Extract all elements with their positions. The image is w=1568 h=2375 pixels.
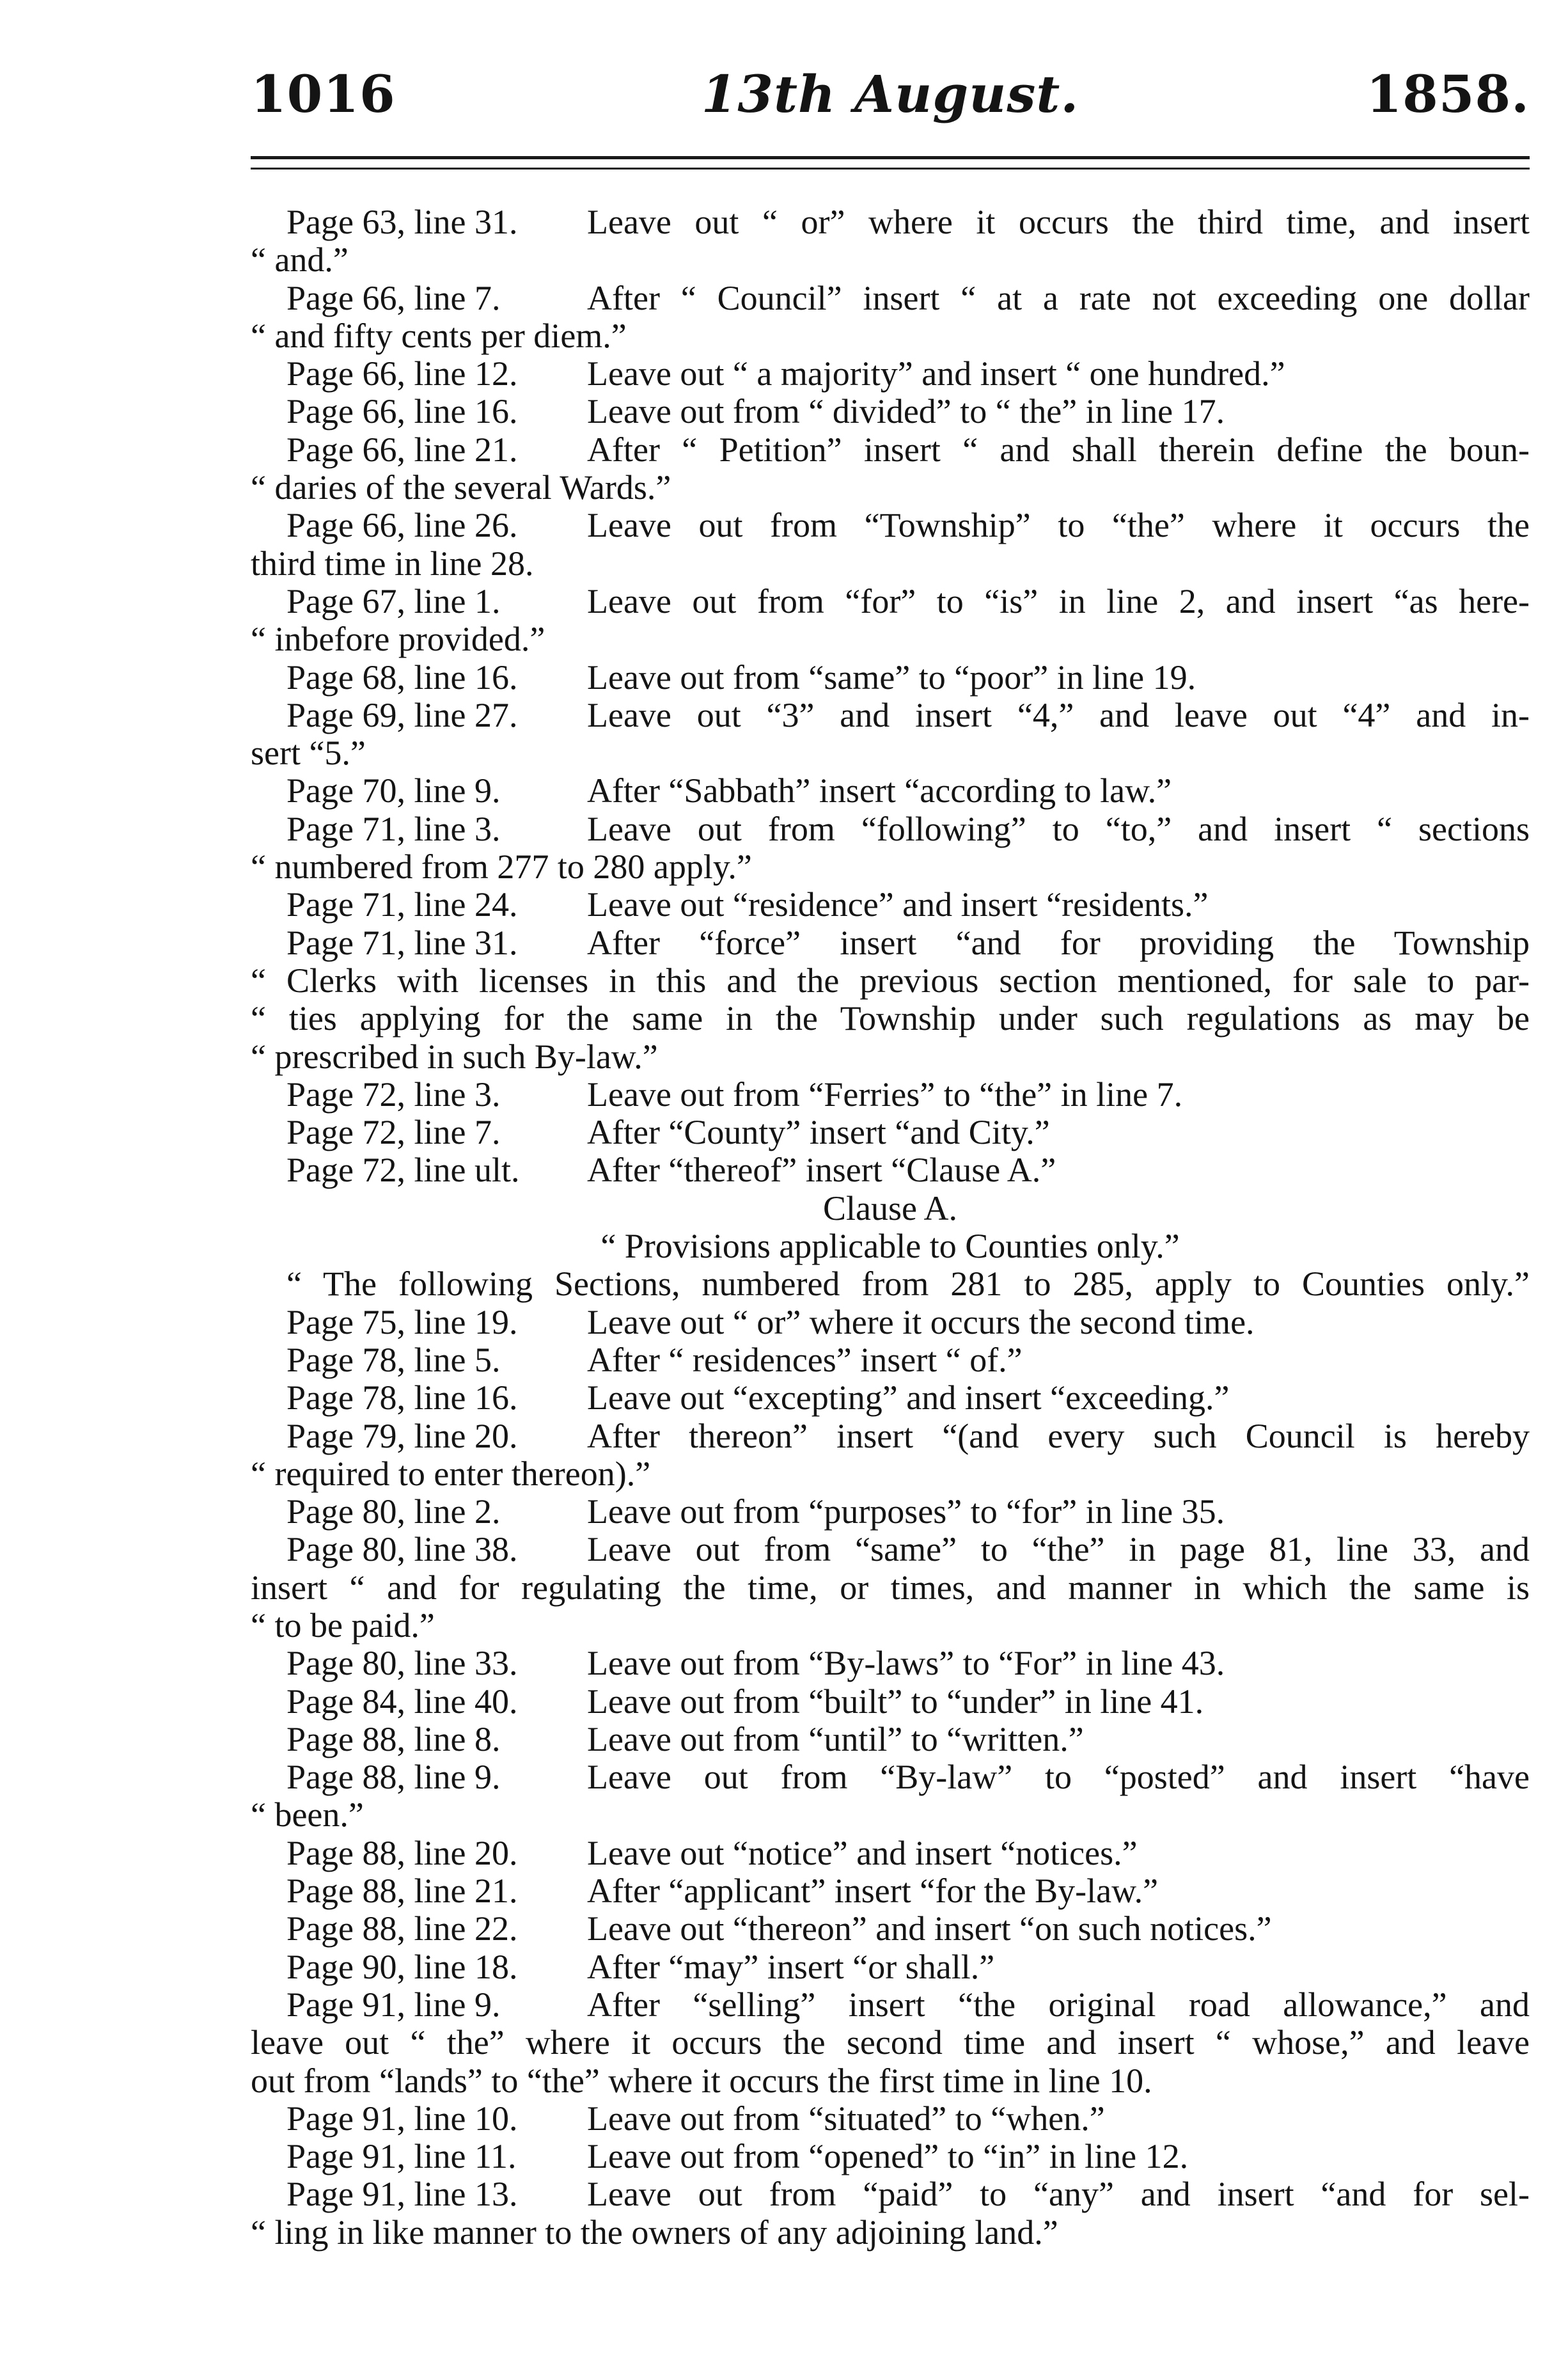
amendment-text: After “ residences” insert “ of.”: [587, 1341, 1023, 1379]
amendment-entry: [251, 1304, 1530, 1341]
amendment-entry: [251, 1721, 1530, 1758]
amendment-text-continuation: “ numbered from 277 to 280 apply.”: [251, 848, 752, 887]
header-date: 13th August.: [701, 64, 1079, 124]
amendment-entry: [251, 924, 1530, 962]
page-line-reference: Page 91, line 11.: [286, 2137, 517, 2176]
amendment-text-continuation: “ daries of the several Wards.”: [251, 469, 671, 507]
page-line-reference: Page 80, line 2.: [286, 1492, 501, 1531]
amendment-entry: [251, 1493, 1530, 1531]
amendment-text: After “may” insert “or shall.”: [587, 1948, 995, 1986]
amendment-text: Leave out “excepting” and insert “exceeding.”: [587, 1379, 1230, 1417]
amendment-entry: [251, 280, 1530, 317]
amendment-entry: [251, 431, 1530, 469]
amendment-text-continuation: out from “lands” to “the” where it occurs the first time in line 10.: [251, 2062, 1152, 2100]
amendment-text-continuation: “ inbefore provided.”: [251, 620, 545, 659]
amendment-text: Leave out from “purposes” to “for” in line 35.: [587, 1493, 1225, 1531]
page-line-reference: Page 90, line 18.: [286, 1947, 518, 1986]
page-line-reference: Page 66, line 7.: [286, 278, 501, 317]
amendment-text: Leave out from “until” to “written.”: [587, 1720, 1084, 1758]
amendment-entry: [251, 886, 1530, 924]
amendment-text-continuation: leave out “ the” where it occurs the second time and insert “ whose,” and leave: [251, 2024, 1530, 2062]
amendment-entry: [251, 583, 1530, 620]
page-line-reference: Page 84, line 40.: [286, 1682, 518, 1721]
page-line-reference: Page 66, line 16.: [286, 392, 518, 431]
amendment-text-continuation: “ and.”: [251, 241, 349, 280]
amendment-text: After “ Council” insert “ at a rate not exceeding one dollar: [587, 279, 1530, 317]
amendment-text-continuation: “ to be paid.”: [251, 1606, 435, 1645]
amendment-text: Leave out “residence” and insert “residents.”: [587, 886, 1209, 924]
amendment-text: Leave out from “By-laws” to “For” in line 43.: [587, 1645, 1225, 1683]
page-line-reference: Page 80, line 33.: [286, 1644, 518, 1683]
amendment-text: Leave out from “following” to “to,” and insert “ sections: [587, 810, 1530, 848]
page-line-reference: Page 75, line 19.: [286, 1302, 518, 1341]
amendments-body: [251, 203, 1530, 2252]
amendment-text: After “Sabbath” insert “according to law.”: [587, 772, 1172, 810]
clause-text: “ The following Sections, numbered from 281 to 285, apply to Counties only.”: [286, 1265, 1530, 1304]
amendment-entry: [251, 1076, 1530, 1114]
header-rule-thick: [251, 156, 1530, 159]
page-line-reference: Page 69, line 27.: [286, 695, 518, 734]
amendment-text: After thereon” insert “(and every such Council is hereby: [587, 1417, 1530, 1455]
amendment-entry: [251, 772, 1530, 810]
amendment-text: Leave out from “same” to “the” in page 81, line 33, and: [587, 1531, 1530, 1569]
amendment-text-continuation: “ been.”: [251, 1796, 364, 1835]
amendment-entry: [251, 697, 1530, 734]
amendment-entry: [251, 1910, 1530, 1948]
amendment-text: After “force” insert “and for providing the Township: [587, 924, 1530, 962]
amendment-entry: [251, 203, 1530, 241]
amendment-entry: [251, 1645, 1530, 1682]
amendment-text: Leave out from “Township” to “the” where it occurs the: [587, 507, 1530, 545]
amendment-entry: [251, 1758, 1530, 1796]
clause-subtitle: “ Provisions applicable to Counties only.”: [600, 1227, 1180, 1266]
amendment-entry: [251, 1151, 1530, 1189]
page-line-reference: Page 66, line 21.: [286, 430, 518, 469]
page-line-reference: Page 71, line 31.: [286, 923, 518, 962]
amendment-text: Leave out from “for” to “is” in line 2, and insert “as here-: [587, 582, 1530, 620]
page-line-reference: Page 78, line 16.: [286, 1378, 518, 1417]
amendment-entry: [251, 810, 1530, 848]
amendment-entry: [251, 1341, 1530, 1379]
amendment-text: Leave out from “ divided” to “ the” in line 17.: [587, 393, 1225, 431]
page-line-reference: Page 88, line 20.: [286, 1833, 518, 1872]
amendment-entry: [251, 2138, 1530, 2175]
amendment-text: Leave out “ or” where it occurs the second time.: [587, 1303, 1255, 1341]
amendment-entry: [251, 1872, 1530, 1910]
amendment-text: After “thereof” insert “Clause A.”: [587, 1151, 1056, 1190]
amendment-entry: [251, 1948, 1530, 1986]
page-line-reference: Page 71, line 3.: [286, 809, 501, 848]
page-line-reference: Page 70, line 9.: [286, 771, 501, 810]
page-line-reference: Page 88, line 22.: [286, 1909, 518, 1948]
amendment-text: Leave out “notice” and insert “notices.”: [587, 1834, 1138, 1872]
amendment-entry: [251, 393, 1530, 430]
amendment-text: Leave out from “Ferries” to “the” in line 7.: [587, 1075, 1183, 1114]
amendment-entry: [251, 1417, 1530, 1455]
amendment-text-continuation: sert “5.”: [251, 734, 366, 773]
amendment-text-continuation: “ ties applying for the same in the Township under such regulations as may be: [251, 1000, 1530, 1038]
page-line-reference: Page 63, line 31.: [286, 203, 518, 241]
header-year: 1858.: [1366, 64, 1530, 124]
page-line-reference: Page 78, line 5.: [286, 1340, 501, 1379]
page-line-reference: Page 72, line 3.: [286, 1075, 501, 1114]
amendment-entry: [251, 1379, 1530, 1417]
page-line-reference: Page 72, line ult.: [286, 1151, 520, 1190]
page-line-reference: Page 88, line 9.: [286, 1758, 501, 1797]
amendment-text: After “County” insert “and City.”: [587, 1114, 1050, 1152]
amendment-text: Leave out “ a majority” and insert “ one hundred.”: [587, 355, 1285, 393]
page-header: [251, 59, 1530, 129]
amendment-entry: [251, 1835, 1530, 1872]
amendment-entry: [251, 1114, 1530, 1151]
amendment-text: Leave out from “opened” to “in” in line 12.: [587, 2138, 1189, 2176]
page-line-reference: Page 91, line 9.: [286, 1985, 501, 2024]
amendment-list: [251, 203, 1530, 1190]
page-line-reference: Page 66, line 26.: [286, 506, 518, 545]
amendment-entry: [251, 355, 1530, 393]
amendment-text: Leave out “ or” where it occurs the third time, and insert: [587, 203, 1530, 241]
page-line-reference: Page 91, line 13.: [286, 2175, 518, 2214]
amendment-text-continuation: “ Clerks with licenses in this and the previous section mentioned, for sale to par-: [251, 961, 1530, 1000]
amendment-entry: [251, 1683, 1530, 1721]
page-line-reference: Page 80, line 38.: [286, 1530, 518, 1569]
page-line-reference: Page 91, line 10.: [286, 2099, 518, 2138]
amendment-entry: [251, 1986, 1530, 2024]
amendment-text: Leave out from “situated” to “when.”: [587, 2099, 1105, 2138]
amendment-text: Leave out “3” and insert “4,” and leave out “4” and in-: [587, 696, 1530, 734]
amendment-text: Leave out from “same” to “poor” in line 19.: [587, 658, 1196, 697]
page-line-reference: Page 66, line 12.: [286, 354, 518, 393]
amendment-text: Leave out from “By-law” to “posted” and insert “have: [587, 1758, 1530, 1797]
page-line-reference: Page 68, line 16.: [286, 658, 518, 697]
clause-title: Clause A.: [823, 1188, 957, 1227]
header-rule-thin: [251, 168, 1530, 170]
amendment-entry: [251, 2100, 1530, 2138]
page-number: 1016: [251, 64, 396, 124]
page-line-reference: Page 72, line 7.: [286, 1113, 501, 1152]
amendment-text-continuation: “ ling in like manner to the owners of any adjoining land.”: [251, 2213, 1058, 2252]
page-line-reference: Page 71, line 24.: [286, 885, 518, 924]
amendment-text: Leave out from “built” to “under” in line 41.: [587, 1682, 1204, 1721]
page-line-reference: Page 79, line 20.: [286, 1416, 518, 1455]
amendment-list-continued: [251, 1304, 1530, 2252]
amendment-entry: [251, 2175, 1530, 2213]
page-line-reference: Page 88, line 21.: [286, 1872, 518, 1911]
amendment-text-continuation: third time in line 28.: [251, 544, 534, 583]
page-line-reference: Page 67, line 1.: [286, 581, 501, 620]
page-line-reference: Page 88, line 8.: [286, 1719, 501, 1758]
amendment-text-continuation: “ and fifty cents per diem.”: [251, 317, 627, 355]
amendment-text: After “applicant” insert “for the By-law.”: [587, 1872, 1159, 1911]
amendment-text: Leave out from “paid” to “any” and insert “and for sel-: [587, 2175, 1530, 2214]
amendment-text: After “ Petition” insert “ and shall therein define the boun-: [587, 430, 1530, 469]
amendment-entry: [251, 507, 1530, 544]
amendment-entry: [251, 1531, 1530, 1568]
amendment-text-continuation: insert “ and for regulating the time, or times, and manner in which the same is: [251, 1568, 1530, 1607]
amendment-text: Leave out “thereon” and insert “on such notices.”: [587, 1910, 1272, 1948]
amendment-entry: [251, 659, 1530, 697]
amendment-text-continuation: “ required to enter thereon).”: [251, 1455, 651, 1493]
amendment-text: After “selling” insert “the original road allowance,” and: [587, 1985, 1530, 2024]
amendment-text-continuation: “ prescribed in such By-law.”: [251, 1038, 658, 1076]
